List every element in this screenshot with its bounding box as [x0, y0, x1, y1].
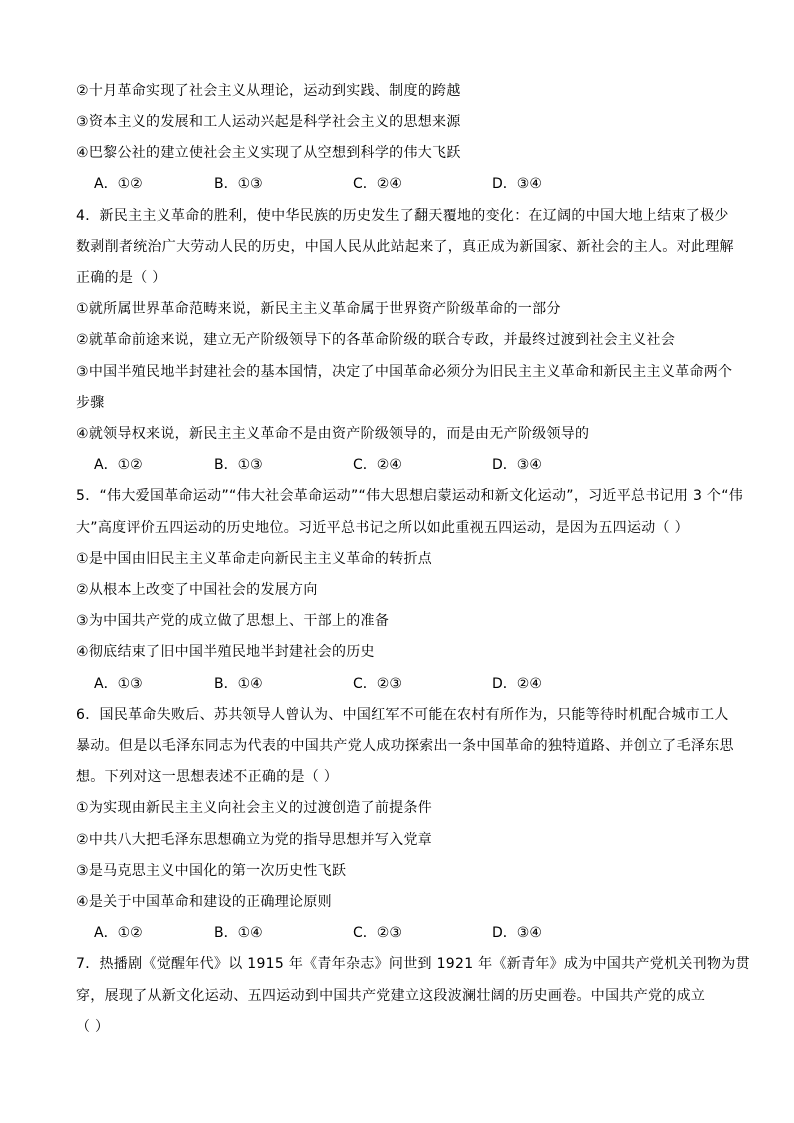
q4-option-c[interactable]: C．②④: [353, 457, 402, 473]
q4-option-d[interactable]: D．③④: [492, 457, 542, 473]
q4-item-1: ①就所属世界革命范畴来说，新民主主义革命属于世界资产阶级革命的一部分: [76, 301, 561, 317]
q3-item-3: ③资本主义的发展和工人运动兴起是科学社会主义的思想来源: [76, 114, 461, 130]
q4-stem-line: 正确的是（ ）: [76, 270, 167, 286]
q5-stem-line: 大”高度评价五四运动的历史地位。习近平总书记之所以如此重视五四运动，是因为五四运动（ ）: [76, 520, 689, 536]
q4-stem-line: 4．新民主主义革命的胜利，使中华民族的历史发生了翻天覆地的变化：在辽阔的中国大地上结束了极少: [76, 208, 729, 224]
q5-item-2: ②从根本上改变了中国社会的发展方向: [76, 582, 318, 598]
q5-item-4: ④彻底结束了旧中国半殖民地半封建社会的历史: [76, 644, 375, 660]
q4-option-a[interactable]: A．①②: [94, 457, 143, 473]
q6-item-3: ③是马克思主义中国化的第一次历史性飞跃: [76, 863, 347, 879]
q3-option-d[interactable]: D．③④: [492, 176, 542, 192]
q3-option-c[interactable]: C．②④: [353, 176, 402, 192]
q4-item-4: ④就领导权来说，新民主主义革命不是由资产阶级领导的，而是由无产阶级领导的: [76, 426, 590, 442]
q6-item-1: ①为实现由新民主主义向社会主义的过渡创造了前提条件: [76, 800, 433, 816]
q3-option-b[interactable]: B．①③: [214, 176, 263, 192]
q7-stem-line: 穿，展现了从新文化运动、五四运动到中国共产党建立这段波澜壮阔的历史画卷。中国共产党的成立: [76, 988, 706, 1004]
q7-stem-line: 7．热播剧《觉醒年代》以 1915 年《青年杂志》问世到 1921 年《新青年》成为中国共产党机关刊物为贯: [76, 956, 750, 972]
q5-option-c[interactable]: C．②③: [353, 676, 402, 692]
q3-item-4: ④巴黎公社的建立使社会主义实现了从空想到科学的伟大飞跃: [76, 145, 461, 161]
q7-stem-line: （ ）: [76, 1019, 110, 1035]
q5-item-3: ③为中国共产党的成立做了思想上、干部上的准备: [76, 613, 390, 629]
q5-item-1: ①是中国由旧民主主义革命走向新民主主义革命的转折点: [76, 551, 433, 567]
q4-option-b[interactable]: B．①③: [214, 457, 263, 473]
q5-option-a[interactable]: A．①③: [94, 676, 143, 692]
q6-item-2: ②中共八大把毛泽东思想确立为党的指导思想并写入党章: [76, 832, 433, 848]
q4-item-2: ②就革命前途来说，建立无产阶级领导下的各革命阶级的联合专政，并最终过渡到社会主义社会: [76, 332, 676, 348]
q5-stem-line: 5．“伟大爱国革命运动”“伟大社会革命运动”“伟大思想启蒙运动和新文化运动”，习近平总书记用 3 个“伟: [76, 488, 744, 504]
q3-option-a[interactable]: A．①②: [94, 176, 143, 192]
q6-stem-line: 想。下列对这一思想表述不正确的是（ ）: [76, 769, 339, 785]
q5-option-d[interactable]: D．②④: [492, 676, 542, 692]
q6-option-d[interactable]: D．③④: [492, 925, 542, 941]
q6-option-a[interactable]: A．①②: [94, 925, 143, 941]
q3-item-2: ②十月革命实现了社会主义从理论，运动到实践、制度的跨越: [76, 83, 461, 99]
q4-stem-line: 数剥削者统治广大劳动人民的历史，中国人民从此站起来了，真正成为新国家、新社会的主人。对此理解: [76, 239, 734, 255]
q6-option-b[interactable]: B．①④: [214, 925, 263, 941]
q5-option-b[interactable]: B．①④: [214, 676, 263, 692]
q6-stem-line: 6．国民革命失败后、苏共领导人曾认为、中国红军不可能在农村有所作为，只能等待时机配合城市工人: [76, 707, 729, 723]
q6-item-4: ④是关于中国革命和建设的正确理论原则: [76, 894, 332, 910]
q6-stem-line: 暴动。但是以毛泽东同志为代表的中国共产党人成功探索出一条中国革命的独特道路、并创立了毛泽东思: [76, 738, 734, 754]
q6-option-c[interactable]: C．②③: [353, 925, 402, 941]
q4-item-3-cont: 步骤: [76, 395, 105, 411]
q4-item-3: ③中国半殖民地半封建社会的基本国情，决定了中国革命必须分为旧民主主义革命和新民主主义革命两个: [76, 364, 733, 380]
